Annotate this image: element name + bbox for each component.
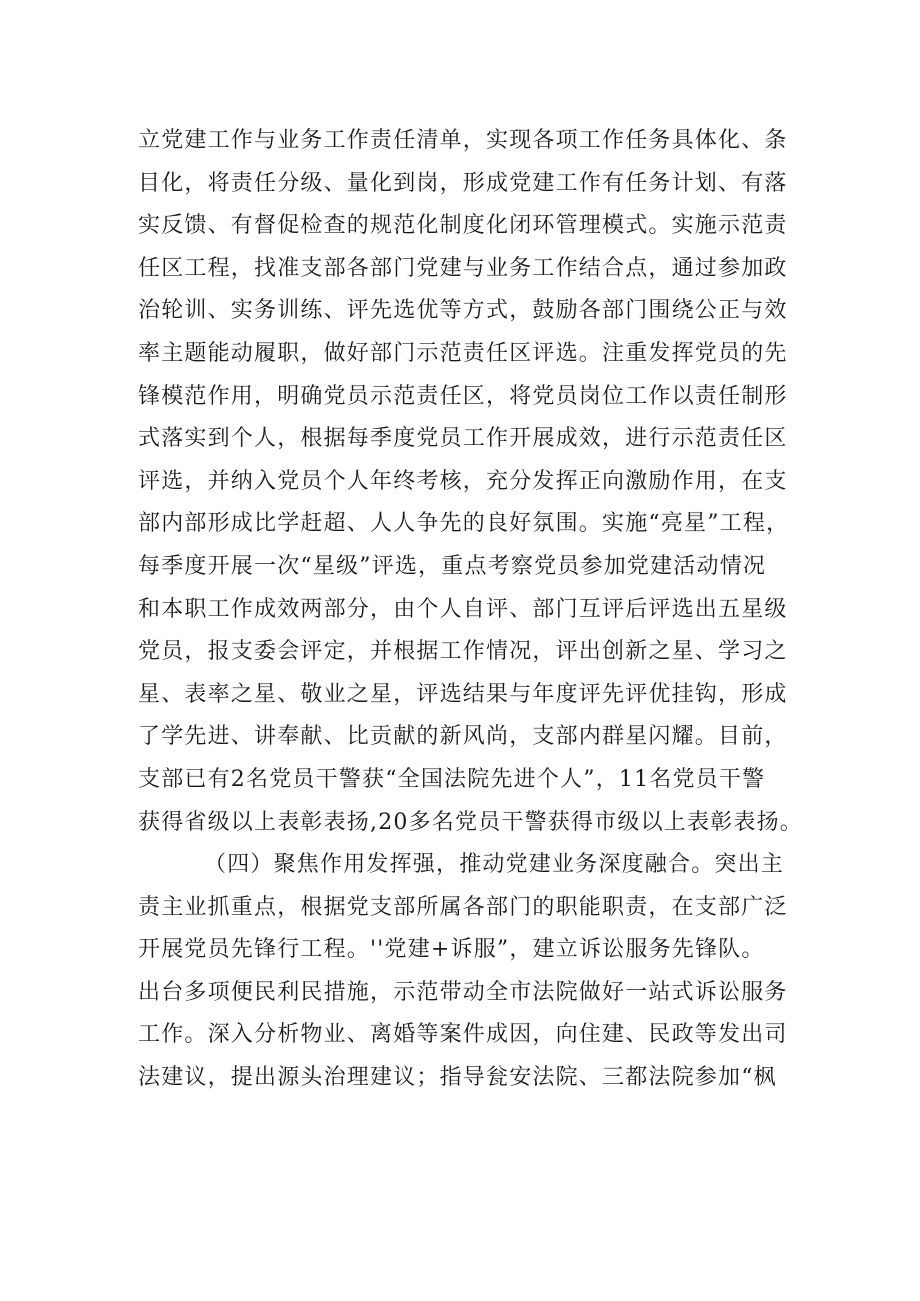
text-line: 工作。深入分析物业、离婚等案件成因，向住建、民政等发出司 — [138, 1022, 788, 1048]
text-line: 锋模范作用，明确党员示范责任区，将党员岗位工作以责任制形 — [138, 383, 788, 409]
body-text — [138, 120, 803, 1100]
text-line: 出台多项便民利民措施，示范带动全市法院做好一站式诉讼服务 — [138, 979, 788, 1005]
text-line: 目化，将责任分级、量化到岗，形成党建工作有任务计划、有落 — [138, 170, 788, 196]
text-line: 式落实到个人，根据每季度党员工作开展成效，进行示范责任区 — [138, 426, 788, 452]
text-line: 评选，并纳入党员个人年终考核，充分发挥正向激励作用，在支 — [138, 468, 788, 494]
text-line: 部内部形成比学赶超、人人争先的良好氛围。实施“亮星”工程， — [138, 511, 790, 537]
text-line: 责主业抓重点，根据党支部所属各部门的职能职责，在支部广泛 — [138, 894, 788, 920]
text-line: 立党建工作与业务工作责任清单，实现各项工作任务具体化、条 — [138, 128, 788, 153]
text-line: 开展党员先锋行工程。''党建+诉服”，建立诉讼服务先锋队。 — [138, 937, 765, 963]
text-line: 实反馈、有督促检查的规范化制度化闭环管理模式。实施示范责 — [138, 213, 788, 239]
section-heading-line: （四）聚焦作用发挥强，推动党建业务深度融合。突出主 — [204, 852, 785, 878]
text-line: 和本职工作成效两部分，由个人自评、部门互评后评选出五星级 — [138, 596, 788, 622]
text-line: 支部已有2名党员干警获“全国法院先进个人”，11名党员干警 — [138, 766, 766, 792]
text-line: 了学先进、讲奉献、比贡献的新风尚，支部内群星闪耀。目前， — [138, 724, 788, 750]
text-line: 法建议，提出源头治理建议；指导瓮安法院、三都法院参加“枫 — [138, 1065, 777, 1091]
text-line: 治轮训、实务训练、评先选优等方式，鼓励各部门围绕公正与效 — [138, 298, 788, 324]
text-line: 任区工程，找准支部各部门党建与业务工作结合点，通过参加政 — [138, 255, 788, 281]
text-line: 率主题能动履职，做好部门示范责任区评选。注重发挥党员的先 — [138, 340, 788, 366]
text-line: 每季度开展一次“星级”评选，重点考察党员参加党建活动情况 — [138, 553, 767, 579]
text-line: 星、表率之星、敬业之星，评选结果与年度评先评优挂钩，形成 — [138, 681, 788, 707]
text-line: 党员，报支委会评定，并根据工作情况，评出创新之星、学习之 — [138, 639, 788, 665]
text-line: 获得省级以上表彰表扬,20多名党员干警获得市级以上表彰表扬。 — [138, 809, 803, 835]
